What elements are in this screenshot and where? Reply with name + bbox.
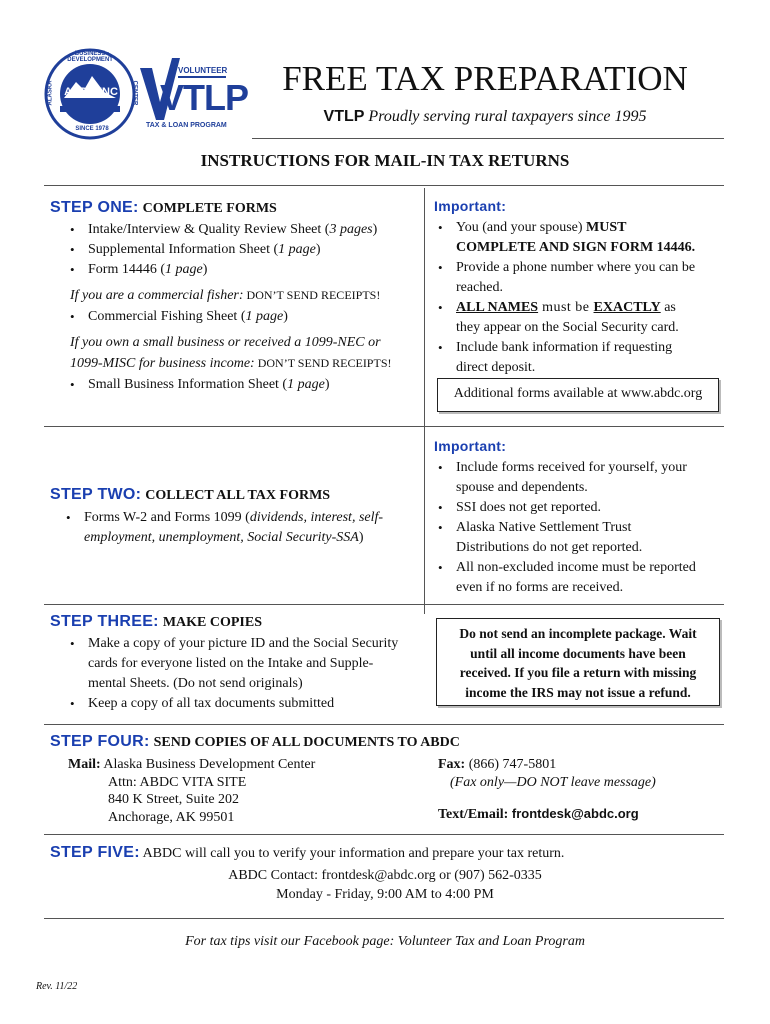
step-four-label: STEP FOUR: bbox=[50, 733, 150, 750]
abdc-logo-ring-top: BUSINESS • DEVELOPMENT • bbox=[67, 51, 117, 63]
instructions-heading: INSTRUCTIONS FOR MAIL-IN TAX RETURNS bbox=[200, 151, 570, 170]
step-four-heading bbox=[50, 733, 460, 751]
important-list-2 bbox=[432, 458, 732, 598]
vtlp-program-label: TAX & LOAN PROGRAM bbox=[146, 122, 227, 129]
abdc-logo-ring-right: CENTER bbox=[131, 80, 138, 106]
mail-address: Mail: Alaska Business Development Center Attn: ABDC VITA SITE 840 K Street, Suite 202 Anchorage, AK 99501 bbox=[68, 757, 316, 825]
section-divider-3 bbox=[44, 724, 724, 725]
step-one-title: COMPLETE FORMS bbox=[142, 201, 277, 216]
subtitle-vtlp: VTLP bbox=[323, 108, 365, 125]
list-item: • Provide a phone number where you can be reached. bbox=[432, 258, 732, 298]
step-three-heading bbox=[50, 613, 262, 631]
contact-line: ABDC Contact: frontdesk@abdc.org or (907) 562-0335 bbox=[228, 868, 542, 883]
step-three-label: STEP THREE: bbox=[50, 613, 159, 630]
step-one-list bbox=[64, 220, 424, 280]
list-item: • Small Business Information Sheet (1 page) bbox=[64, 375, 424, 395]
list-item: • Include bank information if requesting direct deposit. bbox=[432, 338, 732, 378]
list-item: • All non-excluded income must be reported even if no forms are received. bbox=[432, 558, 732, 598]
list-item: • Make a copy of your picture ID and the Social Security cards for everyone listed on the Intake and Supple- mental Sheets. (Do not send originals) bbox=[64, 634, 434, 694]
list-item: • Keep a copy of all tax documents submitted bbox=[64, 694, 434, 714]
step-one-label: STEP ONE: bbox=[50, 199, 139, 216]
important-list-1 bbox=[432, 218, 732, 378]
step-four-title: SEND COPIES OF ALL DOCUMENTS TO ABDC bbox=[153, 735, 460, 750]
column-divider bbox=[424, 188, 425, 614]
abdc-logo-name: ABDC,INC bbox=[64, 86, 118, 98]
step-five-label: STEP FIVE: bbox=[50, 844, 140, 861]
hours-line: Monday - Friday, 9:00 AM to 4:00 PM bbox=[276, 887, 494, 902]
list-item: • Commercial Fishing Sheet (1 page) bbox=[64, 307, 424, 327]
fax-info: Fax: (866) 747-5801 (Fax only—DO NOT leave message) bbox=[438, 757, 656, 790]
revision-date: Rev. 11/22 bbox=[36, 981, 78, 992]
list-item: • Alaska Native Settlement Trust Distributions do not get reported. bbox=[432, 518, 732, 558]
step-two-title: COLLECT ALL TAX FORMS bbox=[145, 488, 331, 503]
step-three-list bbox=[64, 634, 434, 714]
abdc-logo-ring-bottom: SINCE 1978 bbox=[75, 126, 109, 132]
section-divider-4 bbox=[44, 834, 724, 835]
additional-forms-text: Additional forms available at www.abdc.org bbox=[453, 386, 703, 401]
list-item: • Forms W-2 and Forms 1099 (dividends, interest, self- employment, unemployment, Social Security-SSA) bbox=[60, 508, 420, 548]
list-item: • ALL NAMES must be EXACTLY as they appear on the Social Security card. bbox=[432, 298, 732, 338]
fisher-list bbox=[64, 307, 424, 327]
list-item: • SSI does not get reported. bbox=[432, 498, 732, 518]
list-item: • Include forms received for yourself, your spouse and dependents. bbox=[432, 458, 732, 498]
business-note: If you own a small business or received a 1099-NEC or 1099-MISC for business income: DON’T SEND RECEIPTS! bbox=[70, 335, 392, 371]
business-list bbox=[64, 375, 424, 395]
step-two-label: STEP TWO: bbox=[50, 486, 142, 503]
facebook-tips: For tax tips visit our Facebook page: Volunteer Tax and Loan Program bbox=[185, 934, 585, 949]
important-label-2: Important: bbox=[434, 438, 507, 454]
warning-text: Do not send an incomplete package. Wait until all income documents have been received. If you file a return with missing income the IRS may not issue a refund. bbox=[459, 626, 697, 700]
list-item: • You (and your spouse) MUST COMPLETE AND SIGN FORM 14446. bbox=[432, 218, 732, 258]
email-info: Text/Email: frontdesk@abdc.org bbox=[438, 806, 639, 822]
important-label-1: Important: bbox=[434, 198, 507, 214]
list-item: • Form 14446 (1 page) bbox=[64, 260, 424, 280]
fisher-note: If you are a commercial fisher: DON’T SEND RECEIPTS! bbox=[70, 288, 381, 303]
abdc-logo-ring-left: ALASKA bbox=[47, 80, 54, 106]
section-divider-2 bbox=[44, 604, 724, 605]
step-two-heading bbox=[50, 486, 330, 504]
list-item: • Supplemental Information Sheet (1 page) bbox=[64, 240, 424, 260]
section-divider-1 bbox=[44, 426, 724, 427]
section-divider-5 bbox=[44, 918, 724, 919]
list-item: • Intake/Interview & Quality Review Sheet (3 pages) bbox=[64, 220, 424, 240]
vtlp-letters: VTLP bbox=[160, 77, 249, 118]
page-subtitle bbox=[260, 106, 710, 128]
step-five-heading bbox=[50, 844, 564, 864]
step-one-heading bbox=[50, 199, 277, 217]
step-two-list bbox=[60, 508, 420, 548]
step-three-title: MAKE COPIES bbox=[162, 615, 262, 630]
vtlp-volunteer-label: VOLUNTEER bbox=[178, 66, 228, 75]
instructions-divider bbox=[44, 185, 724, 186]
header-divider bbox=[252, 138, 724, 139]
step-five-text: ABDC will call you to verify your information and prepare your tax return. bbox=[139, 846, 565, 861]
subtitle-text: Proudly serving rural taxpayers since 1995 bbox=[364, 108, 647, 125]
page-title: FREE TAX PREPARATION bbox=[282, 59, 688, 98]
